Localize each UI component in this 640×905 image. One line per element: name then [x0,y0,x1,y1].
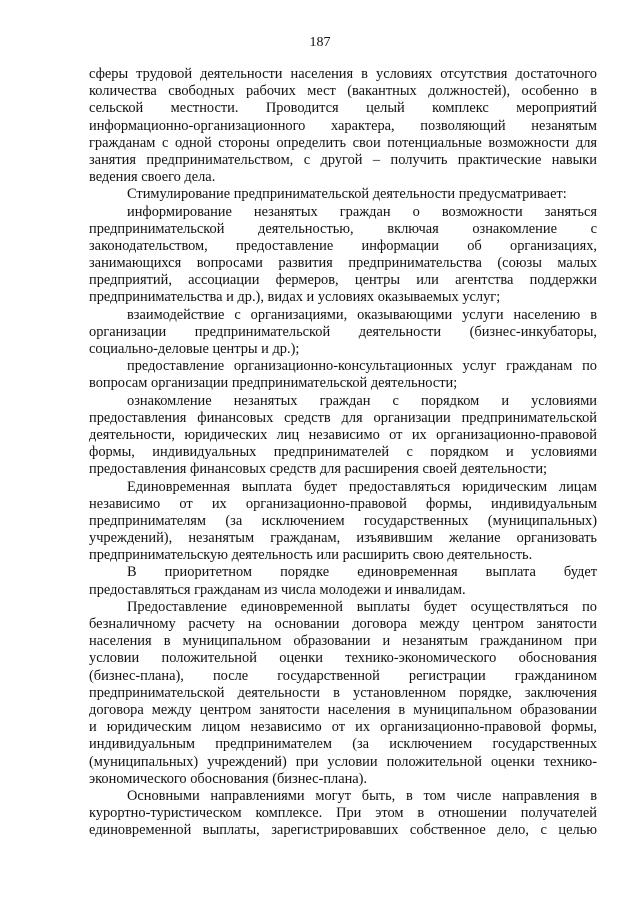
text-line: (бизнес-плана), после государственной регистрации гражданином [89,667,597,684]
text-line: сельской местности. Проводится целый комплекс мероприятий [89,100,597,117]
text-line: индивидуальным предпринимателем (за исключением государственных [89,736,597,753]
text-line: предпринимательскую деятельность или расширить свою деятельность. [89,547,533,564]
text-line: единовременной выплаты, зарегистрировавших собственное дело, с целью [89,822,597,839]
text-line: населения в муниципальном образовании и незанятым гражданином при [89,633,597,650]
text-line: предоставляться гражданам из числа молодежи и инвалидам. [89,581,466,598]
text-line: сферы трудовой деятельности населения в условиях отсутствия достаточного [89,66,597,82]
text-line: предпринимательства и др.), видах и условиях оказываемых услуг; [89,289,501,306]
text-line: информационно-организационного характера, позволяющий незанятым [89,117,597,134]
text-line: деятельности, юридических лиц независимо от их организационно-правовой [89,426,597,443]
text-line: информирование незанятых граждан о возможности заняться [127,203,597,220]
text-line: учреждений), незанятым гражданам, изъявившим желание организовать [89,530,597,547]
text-line: ведения своего дела. [89,169,216,186]
text-line: курортно-туристическом комплексе. При этом в отношении получателей [89,805,597,822]
text-line: независимо от их организационно-правовой формы, индивидуальным [89,495,597,512]
text-line: предпринимателям (за исключением государственных (муниципальных) [89,512,597,529]
text-line: условии положительной оценки технико-экономического обоснования [89,650,597,667]
text-line: Предоставление единовременной выплаты будет осуществляться по [127,598,597,615]
text-line: и юридическим лицом независимо от их организационно-правовой формы, [89,719,597,736]
text-line: организации предпринимательской деятельности (бизнес-инкубаторы, [89,323,597,340]
text-line: предпринимательской деятельностью, включая ознакомление с [89,220,597,237]
text-line: предоставления финансовых средств для организации предпринимательской [89,409,597,426]
text-line: предпринимательской деятельности в установленном порядке, заключения [89,684,597,701]
text-line: формы, индивидуальных предпринимателей с порядком и условиями [89,444,597,461]
page-number: 187 [309,35,331,50]
text-line: экономического обоснования (бизнес-плана). [89,770,368,787]
text-line: законодательством, предоставление информации об организациях, [89,237,597,254]
text-line: занятия предпринимательством, с другой – получить практические навыки [89,151,597,168]
text-line: предприятий, ассоциации фермеров, центры или агентства поддержки [89,272,597,289]
text-line: гражданам с одной стороны определить свои потенциальные возможности для [89,134,597,151]
text-line: Стимулирование предпринимательской деятельности предусматривает: [127,186,567,203]
text-line: договора между центром занятости населения в муниципальном образовании [89,701,597,718]
text-line: ознакомление незанятых граждан с порядком и условиями [127,392,597,409]
text-line: (муниципальных) учреждений) при условии положительной оценки технико- [89,753,597,770]
text-line: Единовременная выплата будет предоставляться юридическим лицам [127,478,597,495]
text-line: социально-деловые центры и др.); [89,341,300,357]
text-line: занимающихся вопросами развития предпринимательства (союзы малых [89,255,597,272]
text-line: взаимодействие с организациями, оказывающими услуги населению в [127,306,597,323]
text-line: количества свободных рабочих мест (вакантных должностей), особенно в [89,83,597,100]
text-line: вопросам организации предпринимательской деятельности; [89,375,458,392]
text-line: предоставления финансовых средств для расширения своей деятельности; [89,461,548,478]
body-text [89,66,597,839]
text-line: предоставление организационно-консультационных услуг гражданам по [127,358,597,375]
text-line: безналичному расчету на основании договора между центром занятости [89,616,597,632]
text-line: Основными направлениями могут быть, в том числе направления в [127,787,597,804]
text-line: В приоритетном порядке единовременная выплата будет [127,564,597,581]
